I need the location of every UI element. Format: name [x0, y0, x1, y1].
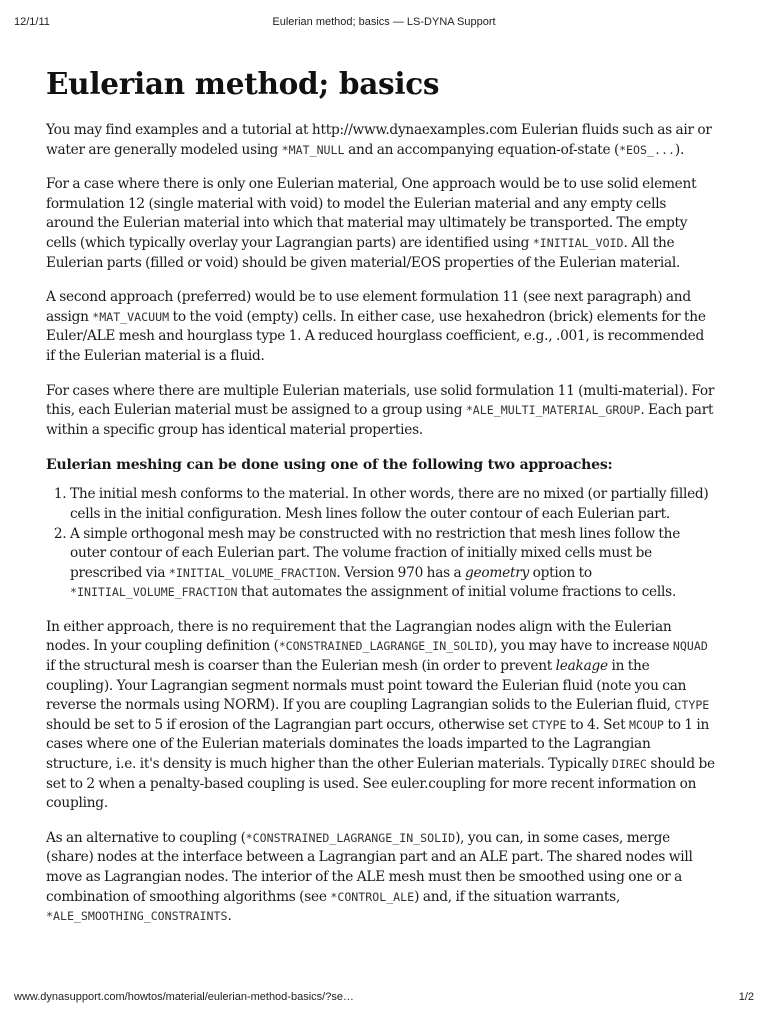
- text-run: to the void (empty) cells. In either case, use hexahedron (brick) elements for the Euler/ALE mesh and hourglass type 1. A reduced hourglass coefficient, e.g., .001, is recommended if the Eulerian material is a fluid.: [46, 308, 706, 364]
- text-run: . All the Eulerian parts (filled or void) should be given material/EOS properties of the Eulerian material.: [46, 234, 681, 271]
- code-eos: *EOS_...: [619, 142, 675, 157]
- code-initial-void: *INITIAL_VOID: [532, 235, 624, 250]
- text-run: ), you may have to increase: [488, 638, 673, 655]
- paragraph-multiple-materials: [46, 382, 716, 441]
- paragraph-single-material: [46, 175, 716, 273]
- approaches-list: [46, 485, 716, 603]
- print-date: 12/1/11: [14, 16, 50, 28]
- code-direc: DIREC: [611, 757, 647, 772]
- print-footer-url: www.dynasupport.com/howtos/material/eulerian-method-basics/?se…: [14, 991, 354, 1003]
- text-run: to 1 in cases where one of the Eulerian materials dominates the loads imparted to the Lagrangian structure, i.e. it's density is much higher than the other Eulerian materials. Typically: [46, 716, 710, 773]
- code-constrained-lagrange-in-solid: *CONSTRAINED_LAGRANGE_IN_SOLID: [245, 830, 456, 845]
- text-run: should be set to 2 when a penalty-based coupling is used. See euler.coupling for more recent information on coupling.: [46, 756, 715, 812]
- text-run: As an alternative to coupling (: [46, 829, 246, 846]
- paragraph-alternative-coupling: [46, 829, 716, 927]
- text-run: A simple orthogonal mesh may be constructed with no restriction that mesh lines follow the outer contour of each Eulerian part. The volume fraction of initially mixed cells must be prescribed via: [70, 525, 681, 581]
- text-run: .: [227, 908, 232, 925]
- text-run: option to: [529, 564, 592, 581]
- emphasis-geometry: geometry: [465, 564, 529, 581]
- section-subheading: Eulerian meshing can be done using one of the following two approaches:: [46, 457, 613, 474]
- print-footer: [14, 991, 754, 1007]
- text-run: You may find examples and a tutorial at http://www.dynaexamples.com Eulerian fluids such as air or water are generally modeled using: [46, 122, 712, 158]
- paragraph-intro: [46, 121, 716, 160]
- code-mcoup: MCOUP: [628, 717, 664, 732]
- print-header-title: Eulerian method; basics — LS-DYNA Support: [272, 16, 496, 28]
- text-run: For cases where there are multiple Eulerian materials, use solid formulation 11 (multi-material). For this, each Eulerian material must be assigned to a group using: [46, 382, 715, 419]
- emphasis-leakage: leakage: [555, 658, 608, 675]
- code-ale-multi-material-group: *ALE_MULTI_MATERIAL_GROUP: [465, 403, 641, 418]
- paragraph-second-approach: [46, 288, 716, 366]
- code-ale-smoothing-constraints: *ALE_SMOOTHING_CONSTRAINTS: [46, 909, 228, 924]
- paragraph-coupling: [46, 618, 716, 814]
- text-run: in the coupling). Your Lagrangian segment normals must point toward the Eulerian fluid (note you can reverse the normals using NORM). If you are coupling Lagrangian solids to the Eulerian fluid,: [46, 658, 687, 714]
- code-ctype: CTYPE: [531, 717, 567, 732]
- text-run: that automates the assignment of initial volume fractions to cells.: [237, 584, 677, 601]
- code-initial-volume-fraction: *INITIAL_VOLUME_FRACTION: [70, 585, 238, 600]
- code-mat-vacuum: *MAT_VACUUM: [92, 309, 170, 324]
- text-run: should be set to 5 if erosion of the Lagrangian part occurs, otherwise set: [46, 716, 532, 733]
- text-run: if the structural mesh is coarser than the Eulerian mesh (in order to prevent: [46, 658, 556, 675]
- text-run: ), you can, in some cases, merge (share) nodes at the interface between a Lagrangian part and an ALE part. The shared nodes will move as Lagrangian nodes. The interior of the ALE mesh must then be smoothed using one or a combination of smoothing algorithms (see: [46, 829, 693, 905]
- text-run: In either approach, there is no requirement that the Lagrangian nodes align with the Eulerian nodes. In your coupling definition (: [46, 618, 672, 655]
- page-title: Eulerian method; basics: [46, 66, 440, 101]
- list-item: [70, 525, 716, 603]
- page-number: 1/2: [738, 991, 754, 1003]
- code-ctype: CTYPE: [674, 698, 710, 713]
- code-nquad: NQUAD: [672, 639, 708, 654]
- text-run: . Each part within a specific group has identical material properties.: [46, 402, 714, 438]
- text-run: . Version 970 has a: [336, 564, 466, 581]
- text-run: A second approach (preferred) would be to use element formulation 11 (see next paragraph) and assign: [46, 289, 691, 325]
- code-control-ale: *CONTROL_ALE: [330, 889, 415, 904]
- article-content: [46, 66, 716, 942]
- text-run: and an accompanying equation-of-state (: [344, 141, 620, 158]
- text-run: ).: [674, 141, 685, 158]
- print-header: [14, 16, 754, 32]
- text-run: For a case where there is only one Eulerian material, One approach would be to use solid element formulation 12 (single material with void) to model the Eulerian material and any empty cells around the Eulerian material into which that material may ultimately be transported. The empty cells (which typically overlay your Lagrangian parts) are identified using: [46, 176, 697, 251]
- code-initial-volume-fraction: *INITIAL_VOLUME_FRACTION: [168, 565, 337, 580]
- text-run: The initial mesh conforms to the material. In other words, there are no mixed (or partially filled) cells in the initial configuration. Mesh lines follow the outer contour of each Eulerian part.: [70, 486, 709, 522]
- code-mat-null: *MAT_NULL: [281, 142, 345, 157]
- list-item: [70, 485, 716, 524]
- code-constrained-lagrange-in-solid: *CONSTRAINED_LAGRANGE_IN_SOLID: [278, 639, 489, 654]
- text-run: to 4. Set: [566, 716, 629, 733]
- text-run: ) and, if the situation warrants,: [414, 888, 621, 905]
